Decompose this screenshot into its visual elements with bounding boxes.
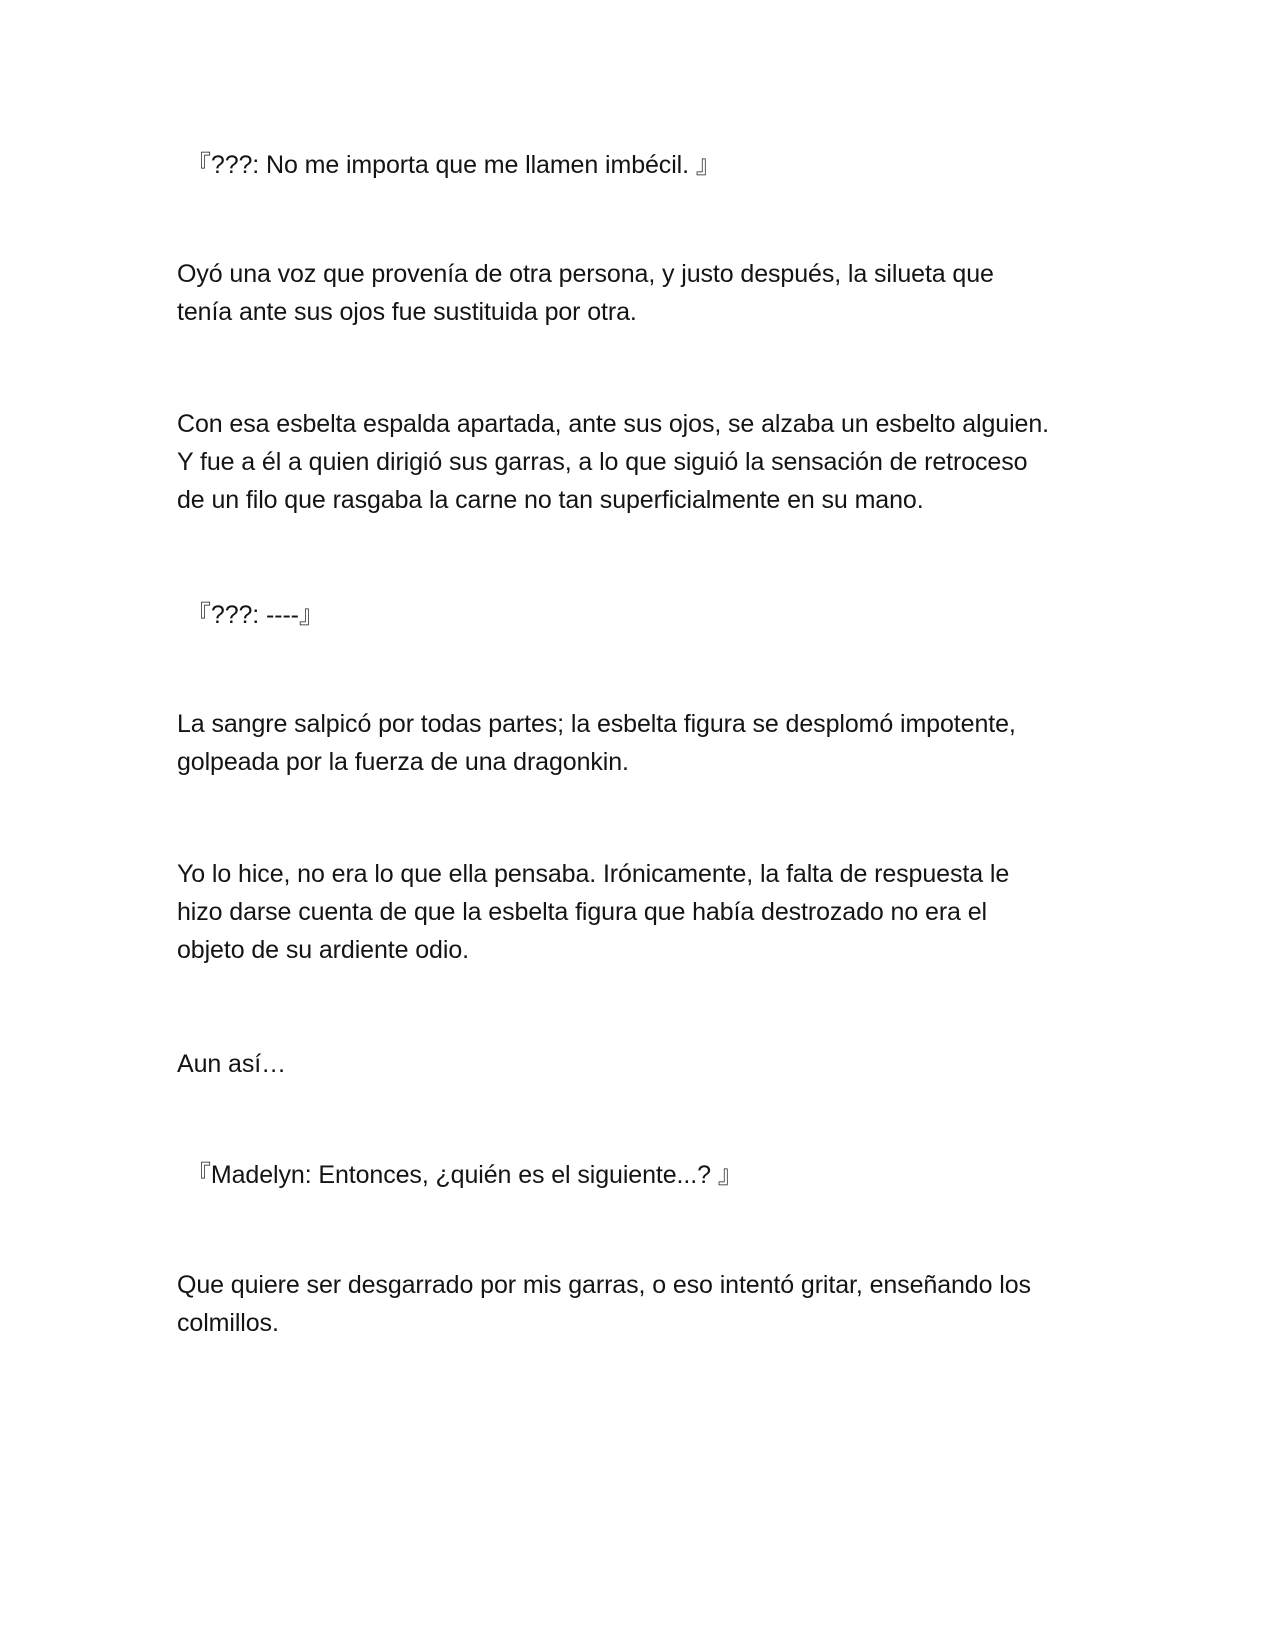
text-line: Yo lo hice, no era lo que ella pensaba. Irónicamente, la falta de respuesta le (177, 860, 1010, 888)
text-line: tenía ante sus ojos fue sustituida por otra. (177, 298, 637, 326)
paragraph (177, 705, 1117, 781)
paragraph (177, 1045, 1117, 1083)
text-line: colmillos. (177, 1309, 279, 1337)
text-line: La sangre salpicó por todas partes; la esbelta figura se desplomó impotente, (177, 710, 1016, 738)
text-line: 『???: No me importa que me llamen imbécil. 』 (186, 151, 721, 179)
dialogue-line (186, 596, 1126, 634)
text-line: objeto de su ardiente odio. (177, 936, 469, 964)
text-line: Que quiere ser desgarrado por mis garras, o eso intentó gritar, enseñando los (177, 1271, 1031, 1299)
text-line: Y fue a él a quien dirigió sus garras, a lo que siguió la sensación de retroceso (177, 448, 1028, 476)
paragraph (177, 405, 1117, 519)
dialogue-line (186, 146, 1126, 184)
text-line: 『???: ----』 (186, 601, 324, 629)
text-line: Oyó una voz que provenía de otra persona, y justo después, la silueta que (177, 260, 994, 288)
text-line: Aun así… (177, 1050, 286, 1078)
text-line: golpeada por la fuerza de una dragonkin. (177, 748, 629, 776)
paragraph (177, 255, 1117, 331)
text-line: de un filo que rasgaba la carne no tan superficialmente en su mano. (177, 486, 924, 514)
paragraph (177, 1266, 1117, 1342)
dialogue-line (186, 1156, 1126, 1194)
text-line: hizo darse cuenta de que la esbelta figura que había destrozado no era el (177, 898, 987, 926)
text-line: 『Madelyn: Entonces, ¿quién es el siguiente...? 』 (186, 1161, 743, 1189)
paragraph (177, 855, 1117, 969)
text-line: Con esa esbelta espalda apartada, ante sus ojos, se alzaba un esbelto alguien. (177, 410, 1049, 438)
